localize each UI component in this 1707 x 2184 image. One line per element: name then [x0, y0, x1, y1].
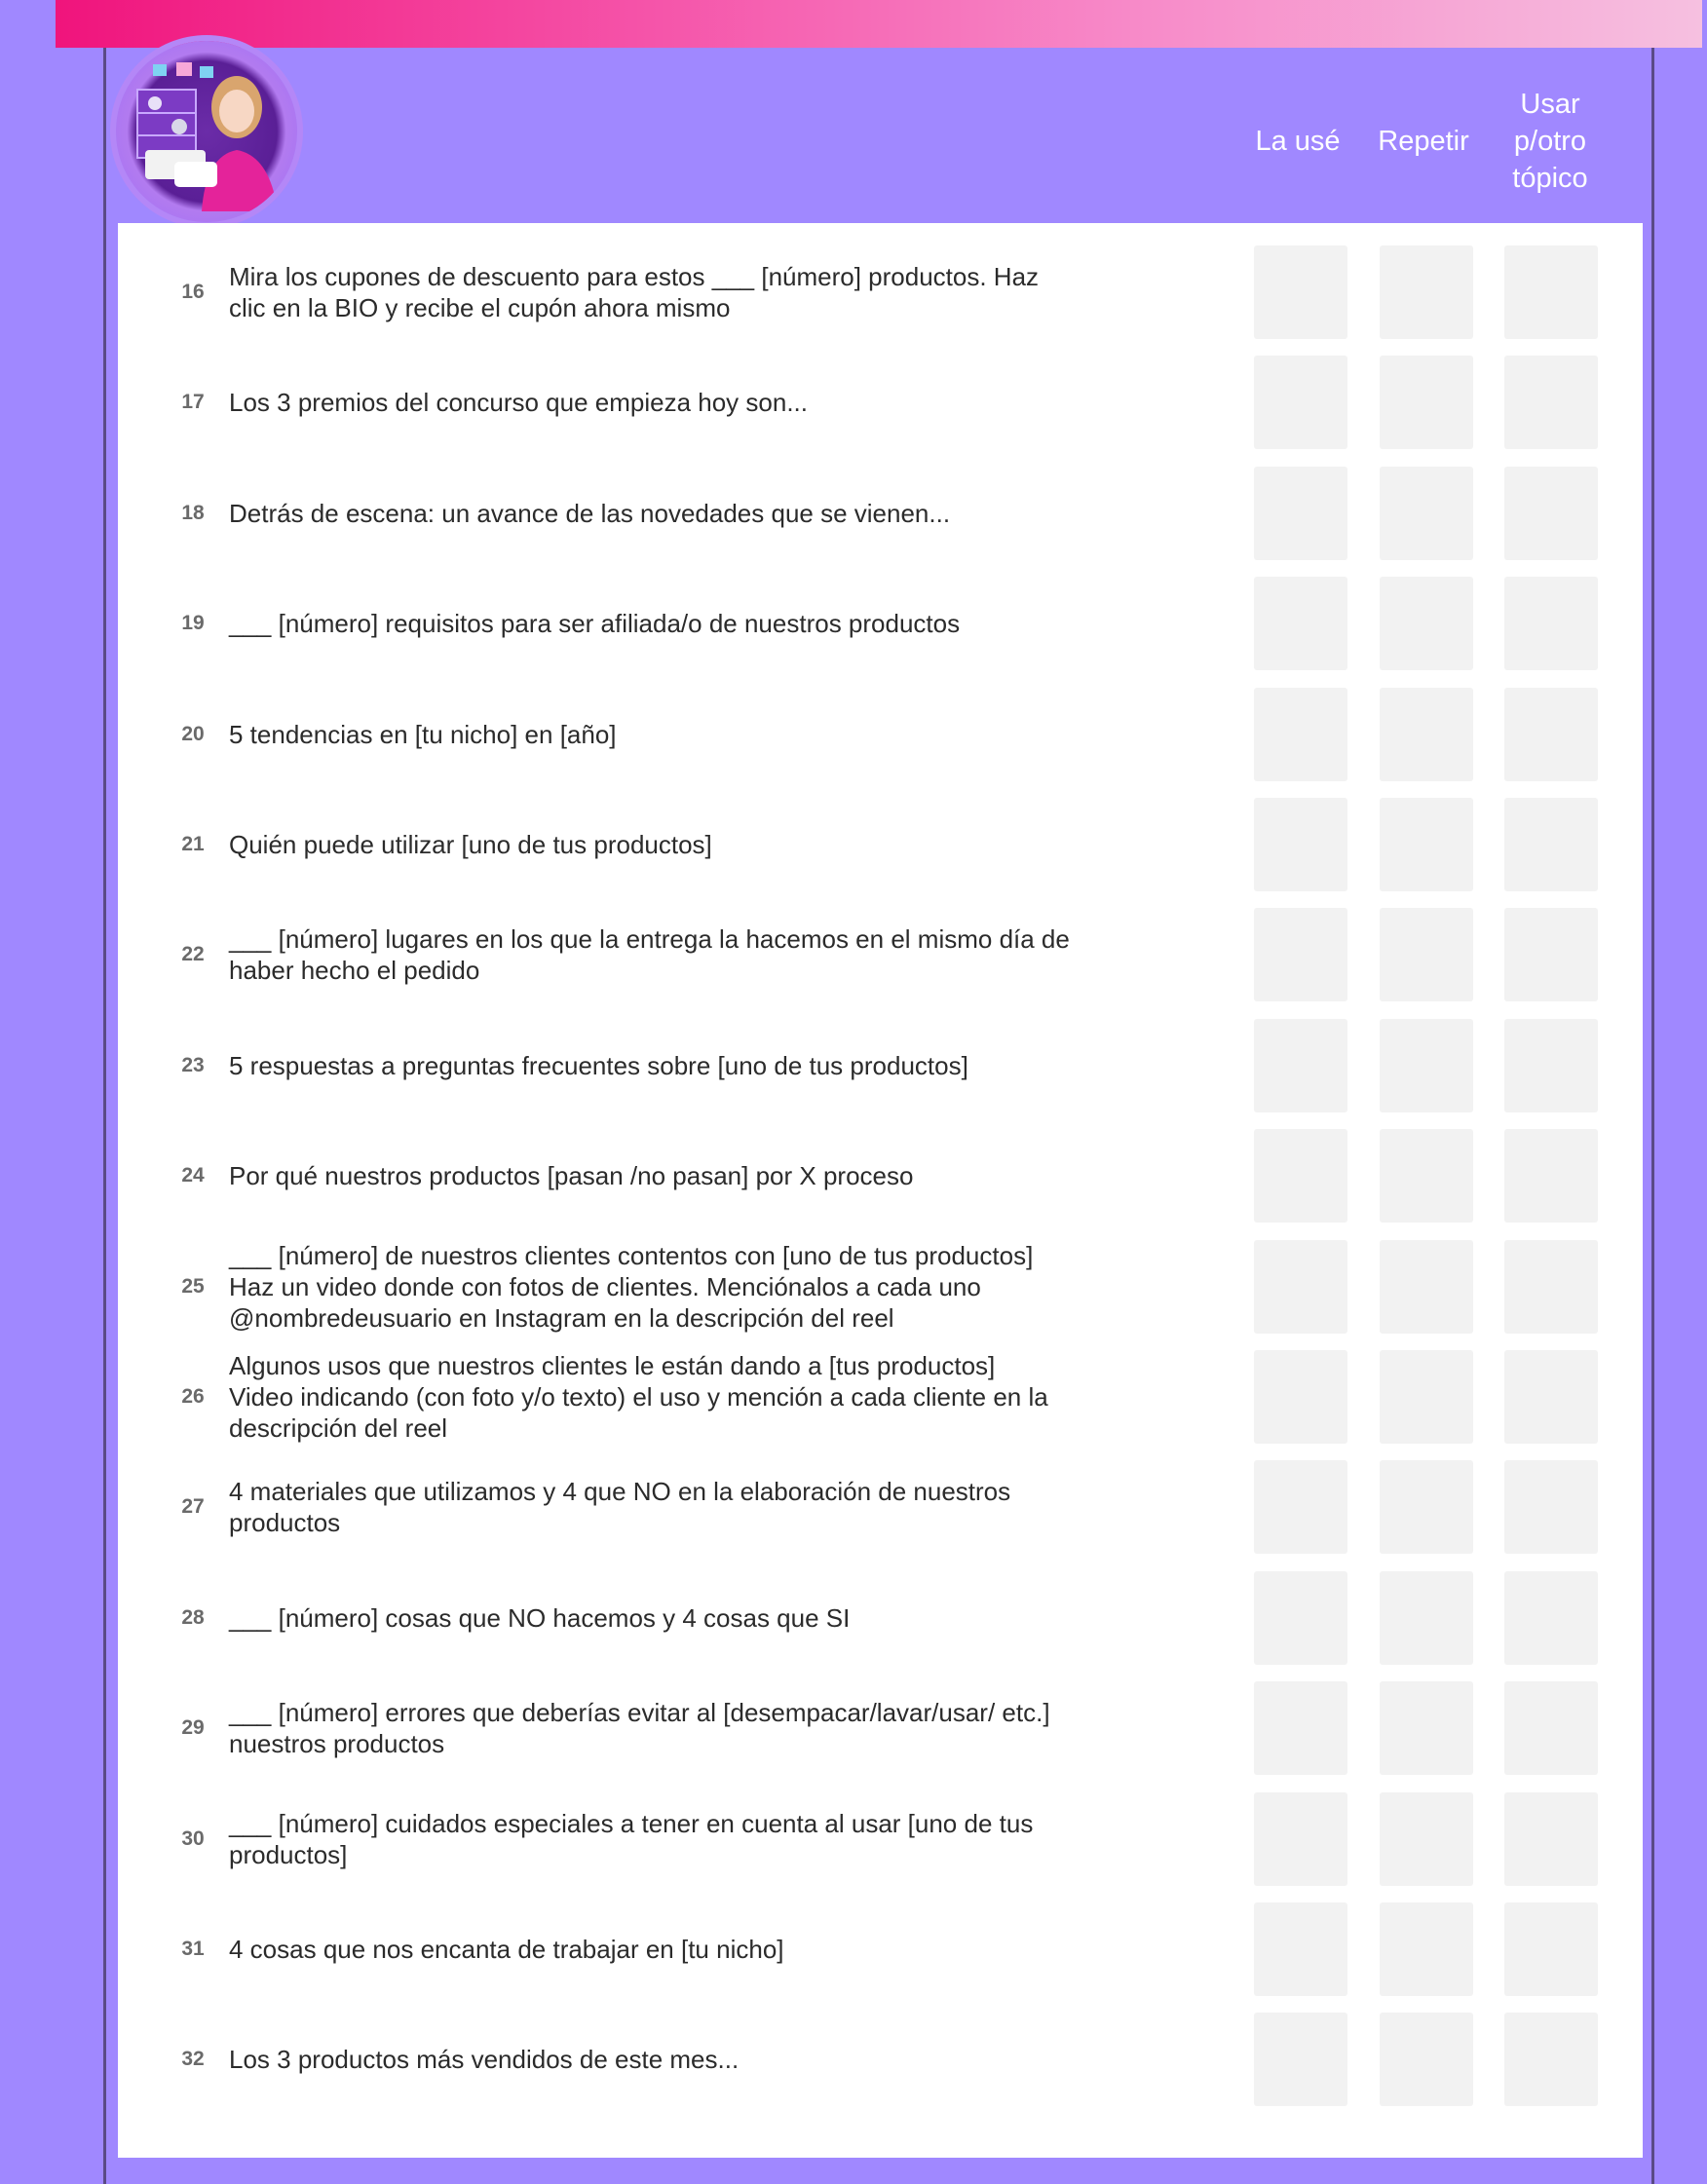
row-text: ___ [número] requisitos para ser afiliada/o de nuestros productos [229, 609, 961, 638]
row-number: 26 [181, 1385, 205, 1408]
row-number: 22 [181, 943, 205, 965]
la-use-checkbox[interactable] [1254, 1019, 1347, 1112]
usar-otro-topico-checkbox[interactable] [1504, 2013, 1598, 2106]
row-text: ___ [número] de nuestros clientes contentos con [uno de tus productos] Haz un video donde con fotos de clientes. Menciónalos a cada uno @nombredeusuario en Instagram en la descripción del reel [229, 1241, 1034, 1333]
usar-otro-topico-checkbox[interactable] [1504, 908, 1598, 1001]
repetir-checkbox[interactable] [1380, 245, 1473, 339]
usar-otro-topico-checkbox[interactable] [1504, 1129, 1598, 1223]
la-use-checkbox[interactable] [1254, 2013, 1347, 2106]
la-use-checkbox[interactable] [1254, 356, 1347, 449]
checklist-row [118, 1019, 1643, 1112]
row-text: Los 3 productos más vendidos de este mes... [229, 2045, 740, 2074]
row-text: 4 cosas que nos encanta de trabajar en [tu nicho] [229, 1935, 784, 1964]
la-use-checkbox[interactable] [1254, 1129, 1347, 1223]
row-number: 30 [181, 1827, 205, 1850]
repetir-checkbox[interactable] [1380, 2013, 1473, 2106]
checklist-row [118, 798, 1643, 891]
repetir-checkbox[interactable] [1380, 1019, 1473, 1112]
checklist-row [118, 1460, 1643, 1554]
usar-otro-topico-checkbox[interactable] [1504, 1681, 1598, 1775]
row-text: Por qué nuestros productos [pasan /no pasan] por X proceso [229, 1161, 914, 1190]
row-number: 31 [181, 1938, 205, 1960]
usar-otro-topico-checkbox[interactable] [1504, 1240, 1598, 1334]
checklist-row [118, 1129, 1643, 1223]
repetir-checkbox[interactable] [1380, 577, 1473, 670]
row-number: 21 [181, 833, 205, 855]
checklist-row [118, 356, 1643, 449]
column-header-repetir: Repetir [1378, 126, 1469, 157]
column-header-la-use: La usé [1255, 126, 1341, 157]
usar-otro-topico-checkbox[interactable] [1504, 1019, 1598, 1112]
repetir-checkbox[interactable] [1380, 908, 1473, 1001]
checklist-row [118, 908, 1643, 1001]
right-frame-line [1651, 48, 1654, 2184]
usar-otro-topico-checkbox[interactable] [1504, 245, 1598, 339]
usar-otro-topico-checkbox[interactable] [1504, 356, 1598, 449]
repetir-checkbox[interactable] [1380, 1681, 1473, 1775]
repetir-checkbox[interactable] [1380, 798, 1473, 891]
left-frame-line [103, 48, 106, 2184]
row-text: 5 respuestas a preguntas frecuentes sobre [uno de tus productos] [229, 1051, 968, 1080]
row-number: 24 [181, 1164, 205, 1186]
usar-otro-topico-checkbox[interactable] [1504, 1902, 1598, 1996]
row-text: Quién puede utilizar [uno de tus productos] [229, 830, 712, 859]
checklist-row [118, 467, 1643, 560]
row-number: 28 [181, 1606, 205, 1629]
row-number: 16 [181, 281, 205, 303]
la-use-checkbox[interactable] [1254, 798, 1347, 891]
checklist-row [118, 1792, 1643, 1886]
brand-logo [116, 41, 297, 222]
row-text: ___ [número] cuidados especiales a tener en cuenta al usar [uno de tus productos] [229, 1809, 1034, 1869]
checklist-row [118, 2013, 1643, 2106]
checklist-row [118, 1571, 1643, 1665]
row-number: 20 [181, 723, 205, 745]
repetir-checkbox[interactable] [1380, 1460, 1473, 1554]
la-use-checkbox[interactable] [1254, 245, 1347, 339]
la-use-checkbox[interactable] [1254, 688, 1347, 781]
row-number: 17 [181, 391, 205, 413]
row-text: Detrás de escena: un avance de las novedades que se vienen... [229, 499, 951, 528]
usar-otro-topico-checkbox[interactable] [1504, 1792, 1598, 1886]
checklist-row [118, 1240, 1643, 1334]
checklist-row [118, 1902, 1643, 1996]
la-use-checkbox[interactable] [1254, 1571, 1347, 1665]
repetir-checkbox[interactable] [1380, 1350, 1473, 1444]
row-number: 23 [181, 1054, 205, 1076]
usar-otro-topico-checkbox[interactable] [1504, 1571, 1598, 1665]
checklist-row [118, 1681, 1643, 1775]
usar-otro-topico-checkbox[interactable] [1504, 1460, 1598, 1554]
usar-otro-topico-checkbox[interactable] [1504, 688, 1598, 781]
repetir-checkbox[interactable] [1380, 356, 1473, 449]
row-text: Los 3 premios del concurso que empieza hoy son... [229, 388, 809, 417]
checklist-card [118, 223, 1643, 2158]
repetir-checkbox[interactable] [1380, 467, 1473, 560]
checklist-row [118, 1350, 1643, 1444]
top-gradient-bar [56, 0, 1702, 48]
row-text: 4 materiales que utilizamos y 4 que NO en la elaboración de nuestros productos [229, 1477, 1011, 1537]
la-use-checkbox[interactable] [1254, 1460, 1347, 1554]
row-number: 32 [181, 2048, 205, 2070]
usar-otro-topico-checkbox[interactable] [1504, 577, 1598, 670]
la-use-checkbox[interactable] [1254, 1681, 1347, 1775]
usar-otro-topico-checkbox[interactable] [1504, 798, 1598, 891]
row-number: 18 [181, 502, 205, 524]
column-header-usar-otro-topico: Usar p/otro tópico [1512, 89, 1588, 194]
row-number: 25 [181, 1275, 205, 1298]
checklist-row [118, 245, 1643, 339]
la-use-checkbox[interactable] [1254, 1240, 1347, 1334]
repetir-checkbox[interactable] [1380, 1129, 1473, 1223]
la-use-checkbox[interactable] [1254, 1792, 1347, 1886]
row-text: Algunos usos que nuestros clientes le están dando a [tus productos] Video indicando (con foto y/o texto) el uso y mención a cada cliente en la descripción del reel [229, 1351, 1048, 1443]
usar-otro-topico-checkbox[interactable] [1504, 1350, 1598, 1444]
row-text: ___ [número] lugares en los que la entrega la hacemos en el mismo día de haber hecho el pedido [229, 924, 1070, 985]
row-number: 29 [181, 1716, 205, 1739]
la-use-checkbox[interactable] [1254, 577, 1347, 670]
checklist-row [118, 688, 1643, 781]
la-use-checkbox[interactable] [1254, 1350, 1347, 1444]
la-use-checkbox[interactable] [1254, 467, 1347, 560]
repetir-checkbox[interactable] [1380, 1240, 1473, 1334]
logo-illustration [116, 41, 297, 222]
row-number: 27 [181, 1495, 205, 1518]
la-use-checkbox[interactable] [1254, 908, 1347, 1001]
row-number: 19 [181, 612, 205, 634]
repetir-checkbox[interactable] [1380, 1792, 1473, 1886]
row-text: ___ [número] errores que deberías evitar al [desempacar/lavar/usar/ etc.] nuestros productos [229, 1698, 1050, 1758]
row-text: 5 tendencias en [tu nicho] en [año] [229, 720, 617, 749]
la-use-checkbox[interactable] [1254, 1902, 1347, 1996]
checklist-row [118, 577, 1643, 670]
row-text: ___ [número] cosas que NO hacemos y 4 cosas que SI [229, 1603, 851, 1633]
repetir-checkbox[interactable] [1380, 1902, 1473, 1996]
repetir-checkbox[interactable] [1380, 1571, 1473, 1665]
usar-otro-topico-checkbox[interactable] [1504, 467, 1598, 560]
row-text: Mira los cupones de descuento para estos ___ [número] productos. Haz clic en la BIO y recibe el cupón ahora mismo [229, 262, 1040, 322]
repetir-checkbox[interactable] [1380, 688, 1473, 781]
